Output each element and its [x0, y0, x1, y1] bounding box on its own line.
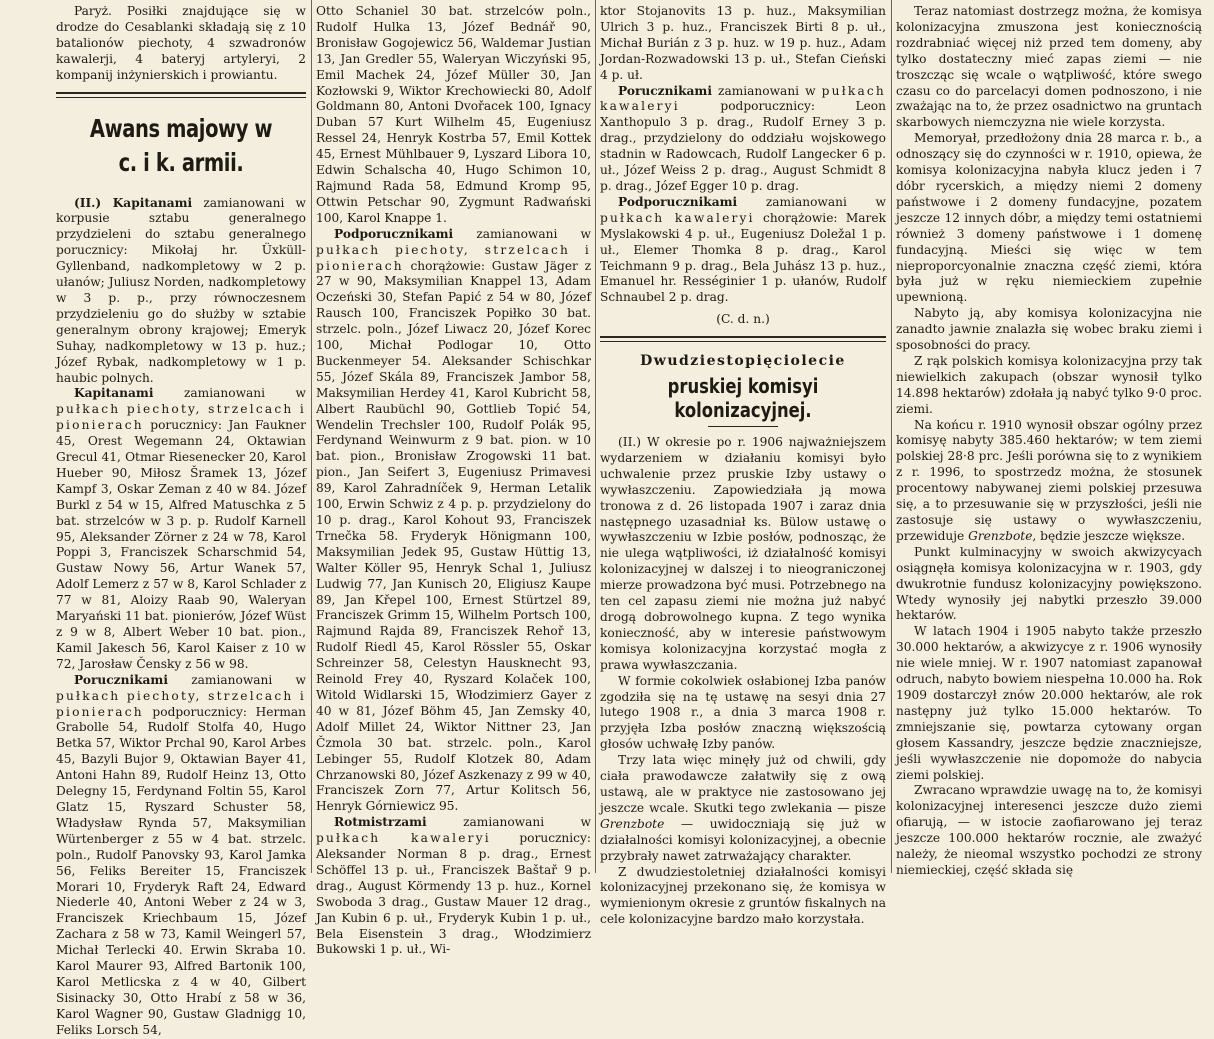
spaced-text: pułkach piechoty, strzelcach i pionierach [56, 688, 306, 719]
paragraph-text: zamianowani w [711, 83, 822, 98]
rank-lead: Porucznikami [74, 672, 168, 687]
article-paragraph: Otto Schaniel 30 bat. strzelców poln., Rudolf Hulka 13, Józef Bednář 90, Bronisław Gogojewicz 56, Waldemar Justian 13, Jan Gredler 55, Waleryan Wiczyński 95, Emil Machek 24, Józef Müller 30, Jan Kozłowski 9, Wiktor Krechowiecki 80, Adolf Goldmann 80, Antoni Dvořacek 100, Ignacy Duban 57 Kurt Wilhelm 45, Eugeniusz Ressel 24, Henryk Kostrba 57, Emil Kottek 45, Ernest Mühlbauer 9, Lyszard Libora 10, Edwin Schalscha 40, Hugo Schimon 10, Rajmund Rada 58, Edmund Kromp 95, Ottwin Petschar 90, Zygmunt Radwański 100, Karol Knappe 1. [316, 4, 591, 225]
article-heading-line1: Dwudziestopięciolecie [640, 353, 846, 370]
column-4 [896, 4, 1202, 877]
article-paragraph [600, 753, 886, 864]
article-paragraph [896, 418, 1202, 545]
column-divider [595, 0, 596, 873]
paragraph-text: chorążowie: Marek Myslakowski 4 p. uł., Eugeniusz Doležal 1 p. uł., Elemer Thomka 8 p. drag., Karol Teichmann 9 p. drag., Bela Juhász 13 p. huz., Emanuel hr. Rességinier 1 p. ułanów, Rudolf Schnaubel 2 p. drag. [600, 210, 886, 305]
rank-lead: Podporucznikami [334, 226, 454, 241]
section-divider [56, 92, 306, 94]
spaced-text: pułkach kawaleryi [316, 831, 491, 846]
article-heading-line2: pruskiej komisyi kolonizacyjnej. [667, 374, 819, 423]
column-divider [891, 0, 892, 873]
paragraph-text: — uwidoczniają się już w działalności komisyi kolonizacyjnej, a obecnie przybrały nawet zatrważający charakter. [600, 816, 886, 863]
column-divider [311, 0, 312, 873]
article-paragraph: Zwracano wprawdzie uwagę na to, że komisyi kolonizacyjnej interesenci jeszcze dużo ziemi ofiarują, — w istocie zaofiarowano jej teraz jeszcze 100.000 hektarów rocznie, ale zważyć należy, że nieomal wszystko pochodzi ze strony niemieckiej, część składa się [896, 783, 1202, 877]
article-paragraph [316, 815, 591, 958]
paragraph-text: zamianowani w [737, 194, 886, 209]
rank-lead: Porucznikami [618, 83, 712, 98]
heading-underline [708, 426, 778, 427]
article-paragraph: Memoryał, przedłożony dnia 28 marca r. b., a odnoszący się do czynności w r. 1910, opiewa, że komisya kolonizacyjna nabyła klucz jeden i 7 dóbr rycerskich, a między niemi 2 domeny państwowe i 2 domeny fundacyjne, pozatem jeszcze 12 innych dóbr, a między temi ostatniemi również 3 domeny państwowe i 1 domenę fundacyjną. Mieści się więc w tem nieproporcyonalnie znaczna część ziemi, która była już w ręku niemieckiem zupełnie upewnioną. [896, 131, 1202, 305]
italic-source: Grenzbote [600, 816, 665, 831]
paragraph-text: Trzy lata więc minęły już od chwili, gdy ciała prawodawcze załatwiły się z ową ustawą, ale w praktyce nie zastosowano jej jeszcze wcale. Skutki tego zwlekania — pisze [600, 753, 886, 815]
italic-source: Grenzbote [968, 528, 1033, 543]
paragraph-text: porucznicy: Aleksander Norman 8 p. drag., Ernest Schöffel 13 p. uł., Franciszek Baštař 9 p. drag., August Körmendy 13 p. huz., Kornel Swoboda 3 drag., Gustaw Mauer 12 drag., Jan Kubin 6 p. uł., Fryderyk Kubin 1 p. uł., Bela Eisenstein 3 drag., Włodzimierz Bukowski 1 p. uł., Wi- [316, 831, 591, 957]
article-paragraph: Z rąk polskich komisya kolonizacyjna przy tak niewielkich zakupach (obszar wynosił tylko 14.898 hektarów) zdołała ją nabyć tylko 9·0 proc. ziemi. [896, 353, 1202, 416]
article-paragraph [56, 673, 306, 1039]
article-paragraph: Nabyto ją, aby komisya kolonizacyjna nie zanadto jawnie znalazła się wobec braku ziemi i sposobności do pracy. [896, 306, 1202, 353]
rank-lead: Podporucznikami [618, 194, 738, 209]
paris-news-paragraph: Paryż. Posiłki znajdujące się w drodze do Cesablanki składają się z 10 batalionów piechoty, 4 szwadronów kawalerji, 4 bateryj artyleryi, 2 kompanij inżynierskich i prowiantu. [56, 4, 306, 82]
paragraph-text: chorążowie: Gustaw Jäger z 27 w 90, Maksymilian Knappel 13, Adam Oczeński 30, Stefan Papić z 54 w 80, Józef Rausch 100, Franciszek Popiłko 30 bat. strzelc. poln., Józef Liwacz 20, Józef Korec 100, Michał Podlogar 10, Otto Buckenmeyer 54. Aleksander Schischkar 55, Józef Skála 89, Franciszek Jambor 58, Maksymilian Herdey 41, Karol Kubricht 58, Albert Raubüchl 90, Gottlieb Topić 54, Wendelin Trechsler 100, Rudolf Polák 95, Ferdynand Weinwurm z 9 bat. pion. w 10 bat. pion., Bronisław Zrogowski 11 bat. pion., Jan Seifert 3, Eugeniusz Primavesi 89, Karol Zahradníček 9, Herman Letalik 100, Erwin Schwiz z 4 p. p. przydzielony do 10 p. drag., Karol Kohout 93, Franciszek Trnečka 58. Fryderyk Hönigmann 100, Maksymilian Jedek 95, Gustaw Hüttig 13, Walter Köller 95, Henryk Schal 1, Juliusz Ludwig 77, Jan Kunisch 20, Eligiusz Kaupe 89, Jan Křepel 100, Ernest Stürtzel 89, Franciszek Grimm 15, Wilhelm Portsch 100, Rajmund Rajda 89, Franciszek Rehoř 13, Rudolf Riedl 45, Karol Rössler 55, Oskar Schreinzer 58, Celestyn Hausknecht 93, Reinold Frey 40, Ryszard Kolaček 100, Witold Widlarski 15, Włodzimierz Gayer z 40 w 81, Józef Böhm 45, Jan Zemsky 40, Adolf Millet 24, Wiktor Nittner 23, Jan Čzmola 30 bat. strzelc. poln., Karol Lebinger 55, Rudolf Klotzek 80, Adam Chrzanowski 80, Józef Aszkenazy z 99 w 40, Franciszek Zorn 77, Artur Kolitsch 56, Henryk Górniewicz 95. [316, 258, 591, 814]
paragraph-text: zamianowani w [426, 815, 591, 830]
paragraph-text: porucznicy: Jan Faukner 45, Orest Wegemann 24, Oktawian Grecul 41, Otmar Riesenecker 20, Karol Hueber 90, Miłosz Šramek 13, Józef Kampf 3, Oskar Zeman z 40 w 84. Józef Burkl z 54 w 15, Alfred Matuschka z 5 bat. strzelców w 3 p. p. Rudolf Karnell 95, Aleksander Zörner z 24 w 78, Karol Poppi 3, Franciszek Scharschmid 54, Gustaw Nowy 56, Artur Wanek 57, Adolf Lemerz z 57 w 8, Karol Schlader z 77 w 81, Aloizy Raab 90, Waleryan Maryański 11 bat. pionierów, Józef Wüst z 9 w 8, Albert Weber 10 bat. pion., Kamil Jakesch 56, Karol Kaiser z 10 w 72, Jarosław Čensky z 56 w 98. [56, 418, 306, 671]
rank-lead: (II.) Kapitanami [74, 195, 193, 210]
article-paragraph: Z dwudziestoletniej działalności komisyi kolonizacyjnej przekonano się, że komisya w wymienionym okresie z gruntów fiskalnych na cele kolonizacyjne bardzo mało korzystała. [600, 864, 886, 927]
article-paragraph: (II.) W okresie po r. 1906 najważniejszem wydarzeniem w działaniu komisyi było uchwalenie przez pruskie Izby ustawy o wywłaszczeniu. Zapowiedziała ją mowa tronowa z d. 26 listopada 1907 i zaraz dnia następnego uzasadniał ks. Bülow ustawę o wywłaszczeniu w Izbie posłów, podnosząc, że nie ulega wątpliwości, iż działalność komisyi kolonizacyjnej w dalszej i to nieograniczonej mierze prowadzona być musi. Potrzebnego na ten cel zapasu ziemi nie można już nabyć drogą dobrowolnego kupna. Z tego wynika konieczność, aby w interesie państwowym komisya kolonizacyjna korzystać mogła z prawa wywłaszczania. [600, 435, 886, 672]
article-paragraph [316, 227, 591, 816]
rank-lead: Kapitanami [74, 386, 154, 401]
paragraph-text: zamianowani w [453, 226, 591, 241]
article-heading-awans: Awans majowy w c. i k. armii. [89, 113, 273, 177]
article-paragraph [600, 195, 886, 306]
article-paragraph: ktor Stojanovits 13 p. huz., Maksymilian Ulrich 3 p. huz., Franciszek Birti 8 p. uł., Michał Burián z 3 p. huz. w 19 p. huz., Adam Jordan-Rozwadowski 13 p. uł., Stefan Cieński 4 p. uł. [600, 4, 886, 82]
paragraph-text: podporucznicy: Herman Grabolle 54, Rudolf Stolfa 40, Hugo Betka 57, Wiktor Prchal 90, Karol Arbes 45, Bazyli Bujor 9, Oktawian Bayer 41, Antoni Hahn 89, Rudolf Heinz 13, Otto Delegny 15, Ferdynand Foltin 55, Karol Glatz 15, Ryszard Schuster 58, Władysław Rynda 57, Maksymilian Würtenberger z 55 w 4 bat. strzelc. poln., Rudolf Panovsky 93, Karol Jamka 56, Feliks Bereiter 15, Franciszek Morari 10, Fryderyk Raft 24, Edward Niederle 40, Antoni Weber z 24 w 3, Franciszek Kriechbaum 15, Józef Zachara z 58 w 73, Kamil Weingerl 57, Michał Terlecki 40. Erwin Skraba 10. Karol Maurer 93, Alfred Bartonik 100, Karol Metlicska z 4 w 40, Gilbert Sisinacky 30, Otto Hrabí z 58 w 36, Karol Wagner 90, Gustaw Gladnigg 10, Feliks Lorsch 54, [56, 704, 306, 1037]
article-paragraph [600, 84, 886, 195]
column-3 [600, 4, 886, 927]
paragraph-text: zamianowani w korpusie sztabu generalnego przydzieleni do sztabu generalnego porucznicy: Mikołaj hr. Üxküll-Gyllenband, nadkompletowy w 2 p. ułanów; Juliusz Norden, nadkompletowy w 3 p. p., przy równoczesnem przydzieleniu go do służby w sztabie generalnym obrony krajowej; Emeryk Suhay, nadkompletowy w 13 p. huz.; Józef Rybak, nadkompletowy w 1 p. haubic polnych. [56, 195, 306, 385]
spaced-text: pułkach piechoty, strzelcach i pionierach [56, 402, 306, 433]
paragraph-text: zamianowani w [167, 672, 306, 687]
spaced-text: pułkach kawaleryi [600, 210, 755, 225]
rank-lead: Rotmistrzami [334, 815, 427, 830]
article-paragraph: W formie cokolwiek osłabionej Izba panów zgodziła się na tę ustawę na sesyi dnia 27 lutego 1908 r., a dnia 3 marca 1908 r. przyjęła Izba posłów znaczną większością głosów uchwałę Izby panów. [600, 673, 886, 752]
section-divider [56, 97, 306, 98]
column-1 [56, 4, 306, 1037]
column-2 [316, 4, 591, 957]
paragraph-text: zamianowani w [153, 386, 306, 401]
article-paragraph [56, 196, 306, 387]
spaced-text: pułkach piechoty, strzelcach i pionierach [316, 242, 591, 273]
article-paragraph: W latach 1904 i 1905 nabyto także przeszło 30.000 hektarów, a akwizycye z r. 1906 wynosiły nie wiele mniej. W r. 1907 natomiast zapanował odruch, nabyto bowiem niespełna 10.000 ha. Rok 1909 dostarczył znów 20.000 hektarów, ale rok następny już tylko 15.000 hektarów. To zmniejszanie się, powtarza cytowany organ głosem Kassandry, jeszcze będzie znaczniejsze, jeśli wywłaszczenie nie dopomoże do nabycia ziemi polskiej. [896, 624, 1202, 782]
section-divider [600, 336, 886, 338]
article-paragraph: Punkt kulminacyjny w swoich akwizycyach osiągnęła komisya kolonizacyjna w r. 1903, gdy dwukrotnie fundusz kolonizacyjny powiększono. Wtedy wynosiły jej nabytki przeszło 39.000 hektarów. [896, 544, 1202, 623]
section-divider [600, 341, 886, 342]
continued-note: (C. d. n.) [716, 312, 770, 327]
article-paragraph [56, 386, 306, 672]
paragraph-text: podporucznicy: Leon Xanthopulo 3 p. drag., Rudolf Erney 3 p. drag., przydzielony do oddziału wojskowego stadnin w Radowcach, Rudolf Langecker 6 p. uł., Józef Weiss 2 p. drag., August Schmidt 8 p. drag., Józef Egger 10 p. drag. [600, 99, 886, 193]
paragraph-text: Na końcu r. 1910 wynosił obszar ogólny przez komisyę nabyty 385.460 hektarów; w tem ziemi polskiej 28·8 prc. Jeśli porówna się to z wynikiem z r. 1996, to spostrzedz można, że stosunek procentowy nabywanej ziemi polskiej przesuwa się, a to przesuwanie się w przyszłości, jeśli nie zastosuje się ustawy o wywłaszczeniu, przewiduje [896, 417, 1202, 543]
paragraph-text: , będzie jeszcze większe. [1032, 528, 1186, 543]
article-paragraph: Teraz natomiast dostrzegz można, że komisya kolonizacyjna zmuszona jest koniecznością rozdrabniać więcej niż przed tem domeny, aby tylko dostateczny mieć zapas ziemi — nie troszcząc się wcale o wątpliwość, które swego czasu co do parcelacyi domen podnoszono, i nie zważając na to, że przez osadnictwo na gruntach skarbowych niemczyzna nie wiele korzysta. [896, 4, 1202, 130]
spaced-text: pułkach kawaleryi [600, 83, 886, 114]
